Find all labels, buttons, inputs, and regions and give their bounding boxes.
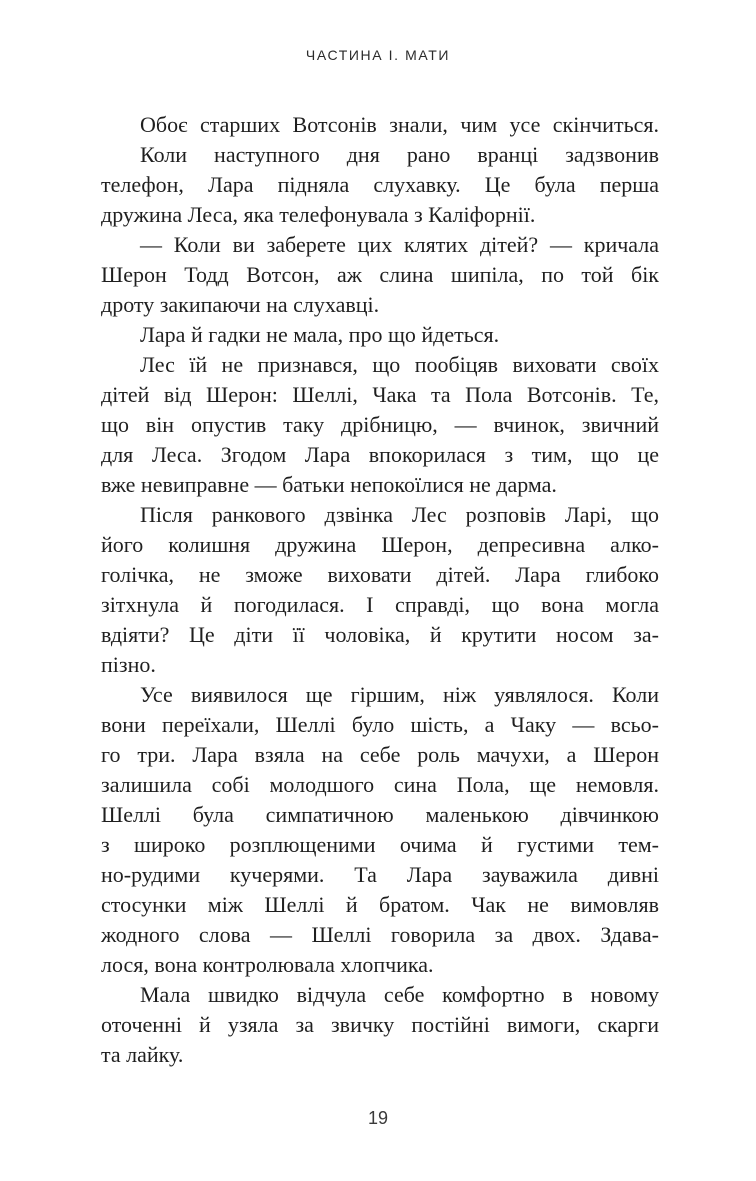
paragraph xyxy=(101,230,659,320)
body-line: дружина Леса, яка телефонувала з Каліфорнії. xyxy=(101,202,536,227)
body-line: но-рудими кучерями. Та Лара зауважила дивні xyxy=(101,862,659,887)
paragraph xyxy=(101,350,659,500)
body-line: з широко розплющеними очима й густими тем- xyxy=(101,832,659,857)
paragraph xyxy=(101,500,659,680)
page-number: 19 xyxy=(367,1108,389,1128)
body-line: — Коли ви заберете цих клятих дітей? — кричала xyxy=(140,232,659,257)
body-line: вже невиправне — батьки непокоїлися не дарма. xyxy=(101,472,557,497)
body-line: Шерон Тодд Вотсон, аж слина шипіла, по той бік xyxy=(101,262,659,287)
body-line: що він опустив таку дрібницю, — вчинок, звичний xyxy=(101,412,659,437)
body-line: Лара й гадки не мала, про що йдеться. xyxy=(140,322,500,347)
body-line: оточенні й узяла за звичку постійні вимоги, скарги xyxy=(101,1012,659,1037)
paragraph xyxy=(101,110,659,140)
body-line: та лайку. xyxy=(101,1042,184,1067)
paragraph xyxy=(101,980,659,1070)
body-line: телефон, Лара підняла слухавку. Це була перша xyxy=(101,172,659,197)
body-line: його колишня дружина Шерон, депресивна алко- xyxy=(101,532,659,557)
body-line: дітей від Шерон: Шеллі, Чака та Пола Вотсонів. Те, xyxy=(101,382,659,407)
text-block xyxy=(101,110,659,1070)
body-line: вони переїхали, Шеллі було шість, а Чаку — всьо- xyxy=(101,712,659,737)
body-line: Шеллі була симпатичною маленькою дівчинкою xyxy=(101,802,659,827)
body-line: стосунки між Шеллі й братом. Чак не вимовляв xyxy=(101,892,659,917)
body-line: Мала швидко відчула себе комфортно в новому xyxy=(140,982,659,1007)
paragraph xyxy=(101,680,659,980)
body-line: голічка, не зможе виховати дітей. Лара глибоко xyxy=(101,562,659,587)
body-line: залишила собі молодшого сина Пола, ще немовля. xyxy=(101,772,659,797)
body-line: го три. Лара взяла на себе роль мачухи, а Шерон xyxy=(101,742,659,767)
body-line: Обоє старших Вотсонів знали, чим усе скінчиться. xyxy=(140,112,659,137)
body-line: Коли наступного дня рано вранці задзвонив xyxy=(140,142,659,167)
paragraph xyxy=(101,140,659,230)
body-line: пізно. xyxy=(101,652,156,677)
body-line: дроту закипаючи на слухавці. xyxy=(101,292,380,317)
running-header: ЧАСТИНА І. МАТИ xyxy=(305,47,451,63)
body-line: для Леса. Згодом Лара впокорилася з тим, що це xyxy=(101,442,659,467)
body-line: Усе виявилося ще гіршим, ніж уявлялося. Коли xyxy=(140,682,659,707)
body-line: вдіяти? Це діти її чоловіка, й крутити носом за- xyxy=(101,622,659,647)
body-line: зітхнула й погодилася. І справді, що вона могла xyxy=(101,592,659,617)
body-line: жодного слова — Шеллі говорила за двох. Здава- xyxy=(101,922,659,947)
paragraph xyxy=(101,320,659,350)
body-line: Лес їй не признався, що пообіцяв виховати своїх xyxy=(140,352,659,377)
body-line: лося, вона контролювала хлопчика. xyxy=(101,952,434,977)
body-line: Після ранкового дзвінка Лес розповів Ларі, що xyxy=(140,502,659,527)
